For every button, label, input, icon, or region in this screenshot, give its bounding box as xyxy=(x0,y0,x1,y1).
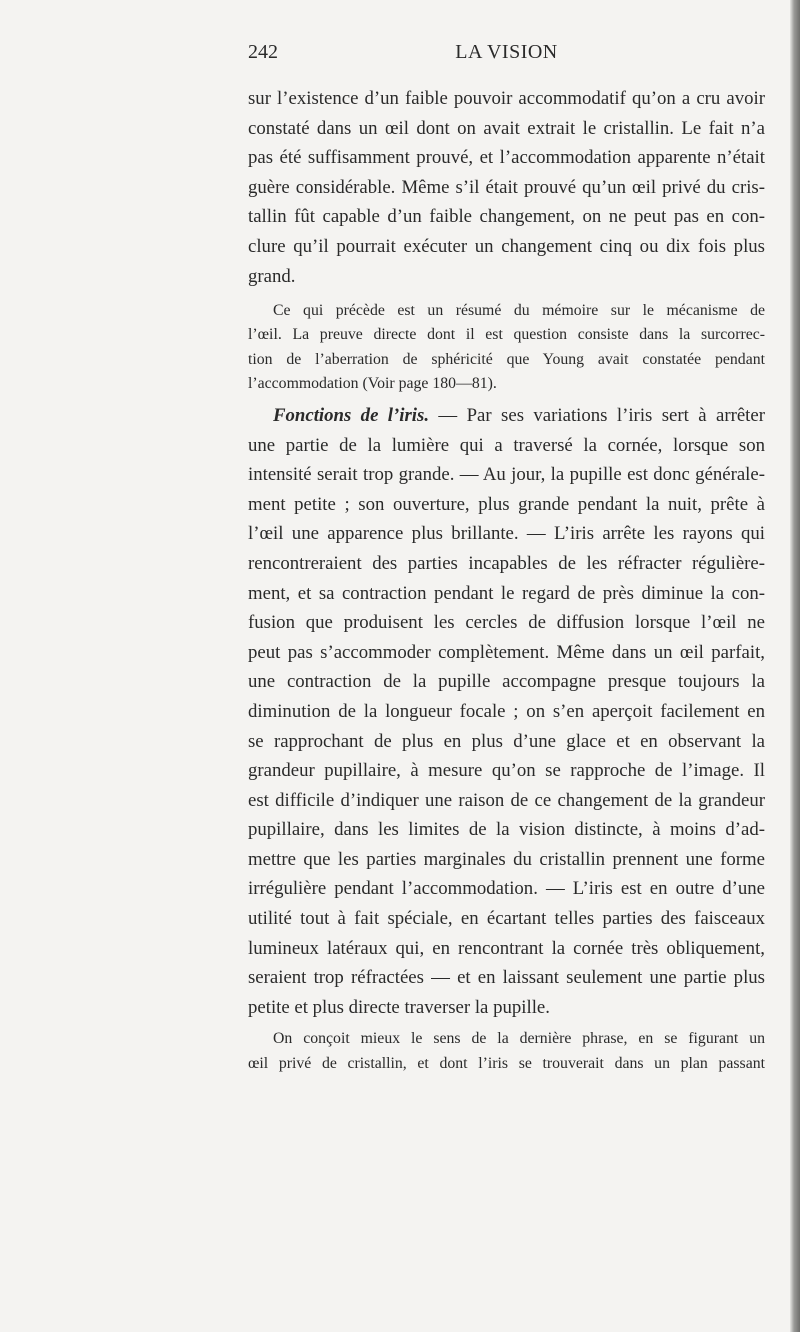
line-text: On conçoit mieux le sens de la dernière phrase, en se figurant un xyxy=(273,1030,765,1048)
page-body xyxy=(248,84,765,1081)
line-text: est difficile d’indiquer une raison de ce changement de la grandeur xyxy=(248,789,765,811)
text-line xyxy=(248,299,765,323)
text-line xyxy=(248,549,765,579)
text-line xyxy=(248,401,765,431)
text-line xyxy=(248,143,765,173)
line-text: pupillaire, dans les limites de la vision distincte, à moins d’ad- xyxy=(248,819,765,841)
text-line xyxy=(248,786,765,816)
text-line xyxy=(248,815,765,845)
line-text: rencontreraient des parties incapables de les réfracter régulière- xyxy=(248,552,765,574)
paragraph xyxy=(248,84,765,291)
line-text: ment petite ; son ouverture, plus grande pendant la nuit, prête à xyxy=(248,493,765,515)
line-text: intensité serait trop grande. — Au jour, la pupille est donc générale- xyxy=(248,464,765,486)
text-line xyxy=(248,904,765,934)
line-text: grandeur pupillaire, à mesure qu’on se rapproche de l’image. Il xyxy=(248,760,765,782)
text-line xyxy=(248,202,765,232)
text-line xyxy=(248,667,765,697)
line-text: constaté dans un œil dont on avait extrait le cristallin. Le fait n’a xyxy=(248,117,765,139)
line-text: seraient trop réfractées — et en laissant seulement une partie plus xyxy=(248,967,765,989)
page-number: 242 xyxy=(248,41,278,63)
text-line xyxy=(248,608,765,638)
line-text: clure qu’il pourrait exécuter un changement cinq ou dix fois plus xyxy=(248,235,765,257)
line-text: œil privé de cristallin, et dont l’iris se trouverait dans un plan passant xyxy=(248,1054,765,1072)
line-text: se rapprochant de plus en plus d’une glace et en observant la xyxy=(248,730,765,752)
line-text: petite et plus directe traverser la pupille. xyxy=(248,996,550,1018)
text-line xyxy=(248,934,765,964)
text-line xyxy=(248,579,765,609)
line-text: une contraction de la pupille accompagne presque toujours la xyxy=(248,671,765,693)
text-line xyxy=(248,756,765,786)
line-text: l’œil. La preuve directe dont il est question consiste dans la surcorrec- xyxy=(248,326,765,344)
line-text: utilité tout à fait spéciale, en écartant telles parties des faisceaux xyxy=(248,908,765,930)
line-text: fusion que produisent les cercles de diffusion lorsque l’œil ne xyxy=(248,612,765,634)
text-line xyxy=(248,348,765,372)
text-line xyxy=(248,173,765,203)
line-text: lumineux latéraux qui, en rencontrant la cornée très obliquement, xyxy=(248,937,765,959)
running-title: LA VISION xyxy=(455,41,558,63)
line-text: pas été suffisamment prouvé, et l’accommodation apparente n’était xyxy=(248,147,765,169)
line-text: mettre que les parties marginales du cristallin prennent une forme xyxy=(248,848,765,870)
text-line xyxy=(248,1052,765,1076)
page-header xyxy=(248,41,765,67)
line-text: l’œil une apparence plus brillante. — L’iris arrête les rayons qui xyxy=(248,523,765,545)
line-text: grand. xyxy=(248,265,296,287)
text-line xyxy=(248,845,765,875)
text-line xyxy=(248,114,765,144)
note-paragraph xyxy=(248,1027,765,1075)
text-line xyxy=(248,697,765,727)
line-text: tallin fût capable d’un faible changement, on ne peut pas en con- xyxy=(248,206,765,228)
text-line xyxy=(248,372,765,396)
line-text: peut pas s’accommoder complètement. Même dans un œil parfait, xyxy=(248,641,765,663)
text-line xyxy=(248,993,765,1023)
text-line xyxy=(248,1027,765,1051)
line-text: diminution de la longueur focale ; on s’en aperçoit facilement en xyxy=(248,700,765,722)
line-text: — Par ses variations l’iris sert à arrêter xyxy=(429,404,765,426)
line-text: ment, et sa contraction pendant le regard de près diminue la con- xyxy=(248,582,765,604)
text-line xyxy=(248,262,765,292)
text-line xyxy=(248,874,765,904)
text-line xyxy=(248,323,765,347)
section-heading: Fonctions de l’iris. xyxy=(273,404,430,426)
page-edge-shadow xyxy=(790,0,800,1332)
text-line xyxy=(248,490,765,520)
section-paragraph xyxy=(248,401,765,1022)
line-text: l’accommodation (Voir page 180—81). xyxy=(248,374,497,392)
text-line xyxy=(248,638,765,668)
line-text: tion de l’aberration de sphéricité que Young avait constatée pendant xyxy=(248,350,765,368)
text-line xyxy=(248,84,765,114)
line-text: Ce qui précède est un résumé du mémoire sur le mécanisme de xyxy=(273,302,765,320)
note-paragraph xyxy=(248,299,765,396)
text-line xyxy=(248,519,765,549)
text-line xyxy=(248,431,765,461)
line-text: guère considérable. Même s’il était prouvé qu’un œil privé du cris- xyxy=(248,176,765,198)
line-text: une partie de la lumière qui a traversé la cornée, lorsque son xyxy=(248,434,765,456)
text-line xyxy=(248,727,765,757)
line-text: sur l’existence d’un faible pouvoir accommodatif qu’on a cru avoir xyxy=(248,88,765,109)
text-line xyxy=(248,232,765,262)
line-text: irrégulière pendant l’accommodation. — L’iris est en outre d’une xyxy=(248,878,765,900)
text-line xyxy=(248,963,765,993)
text-line xyxy=(248,460,765,490)
